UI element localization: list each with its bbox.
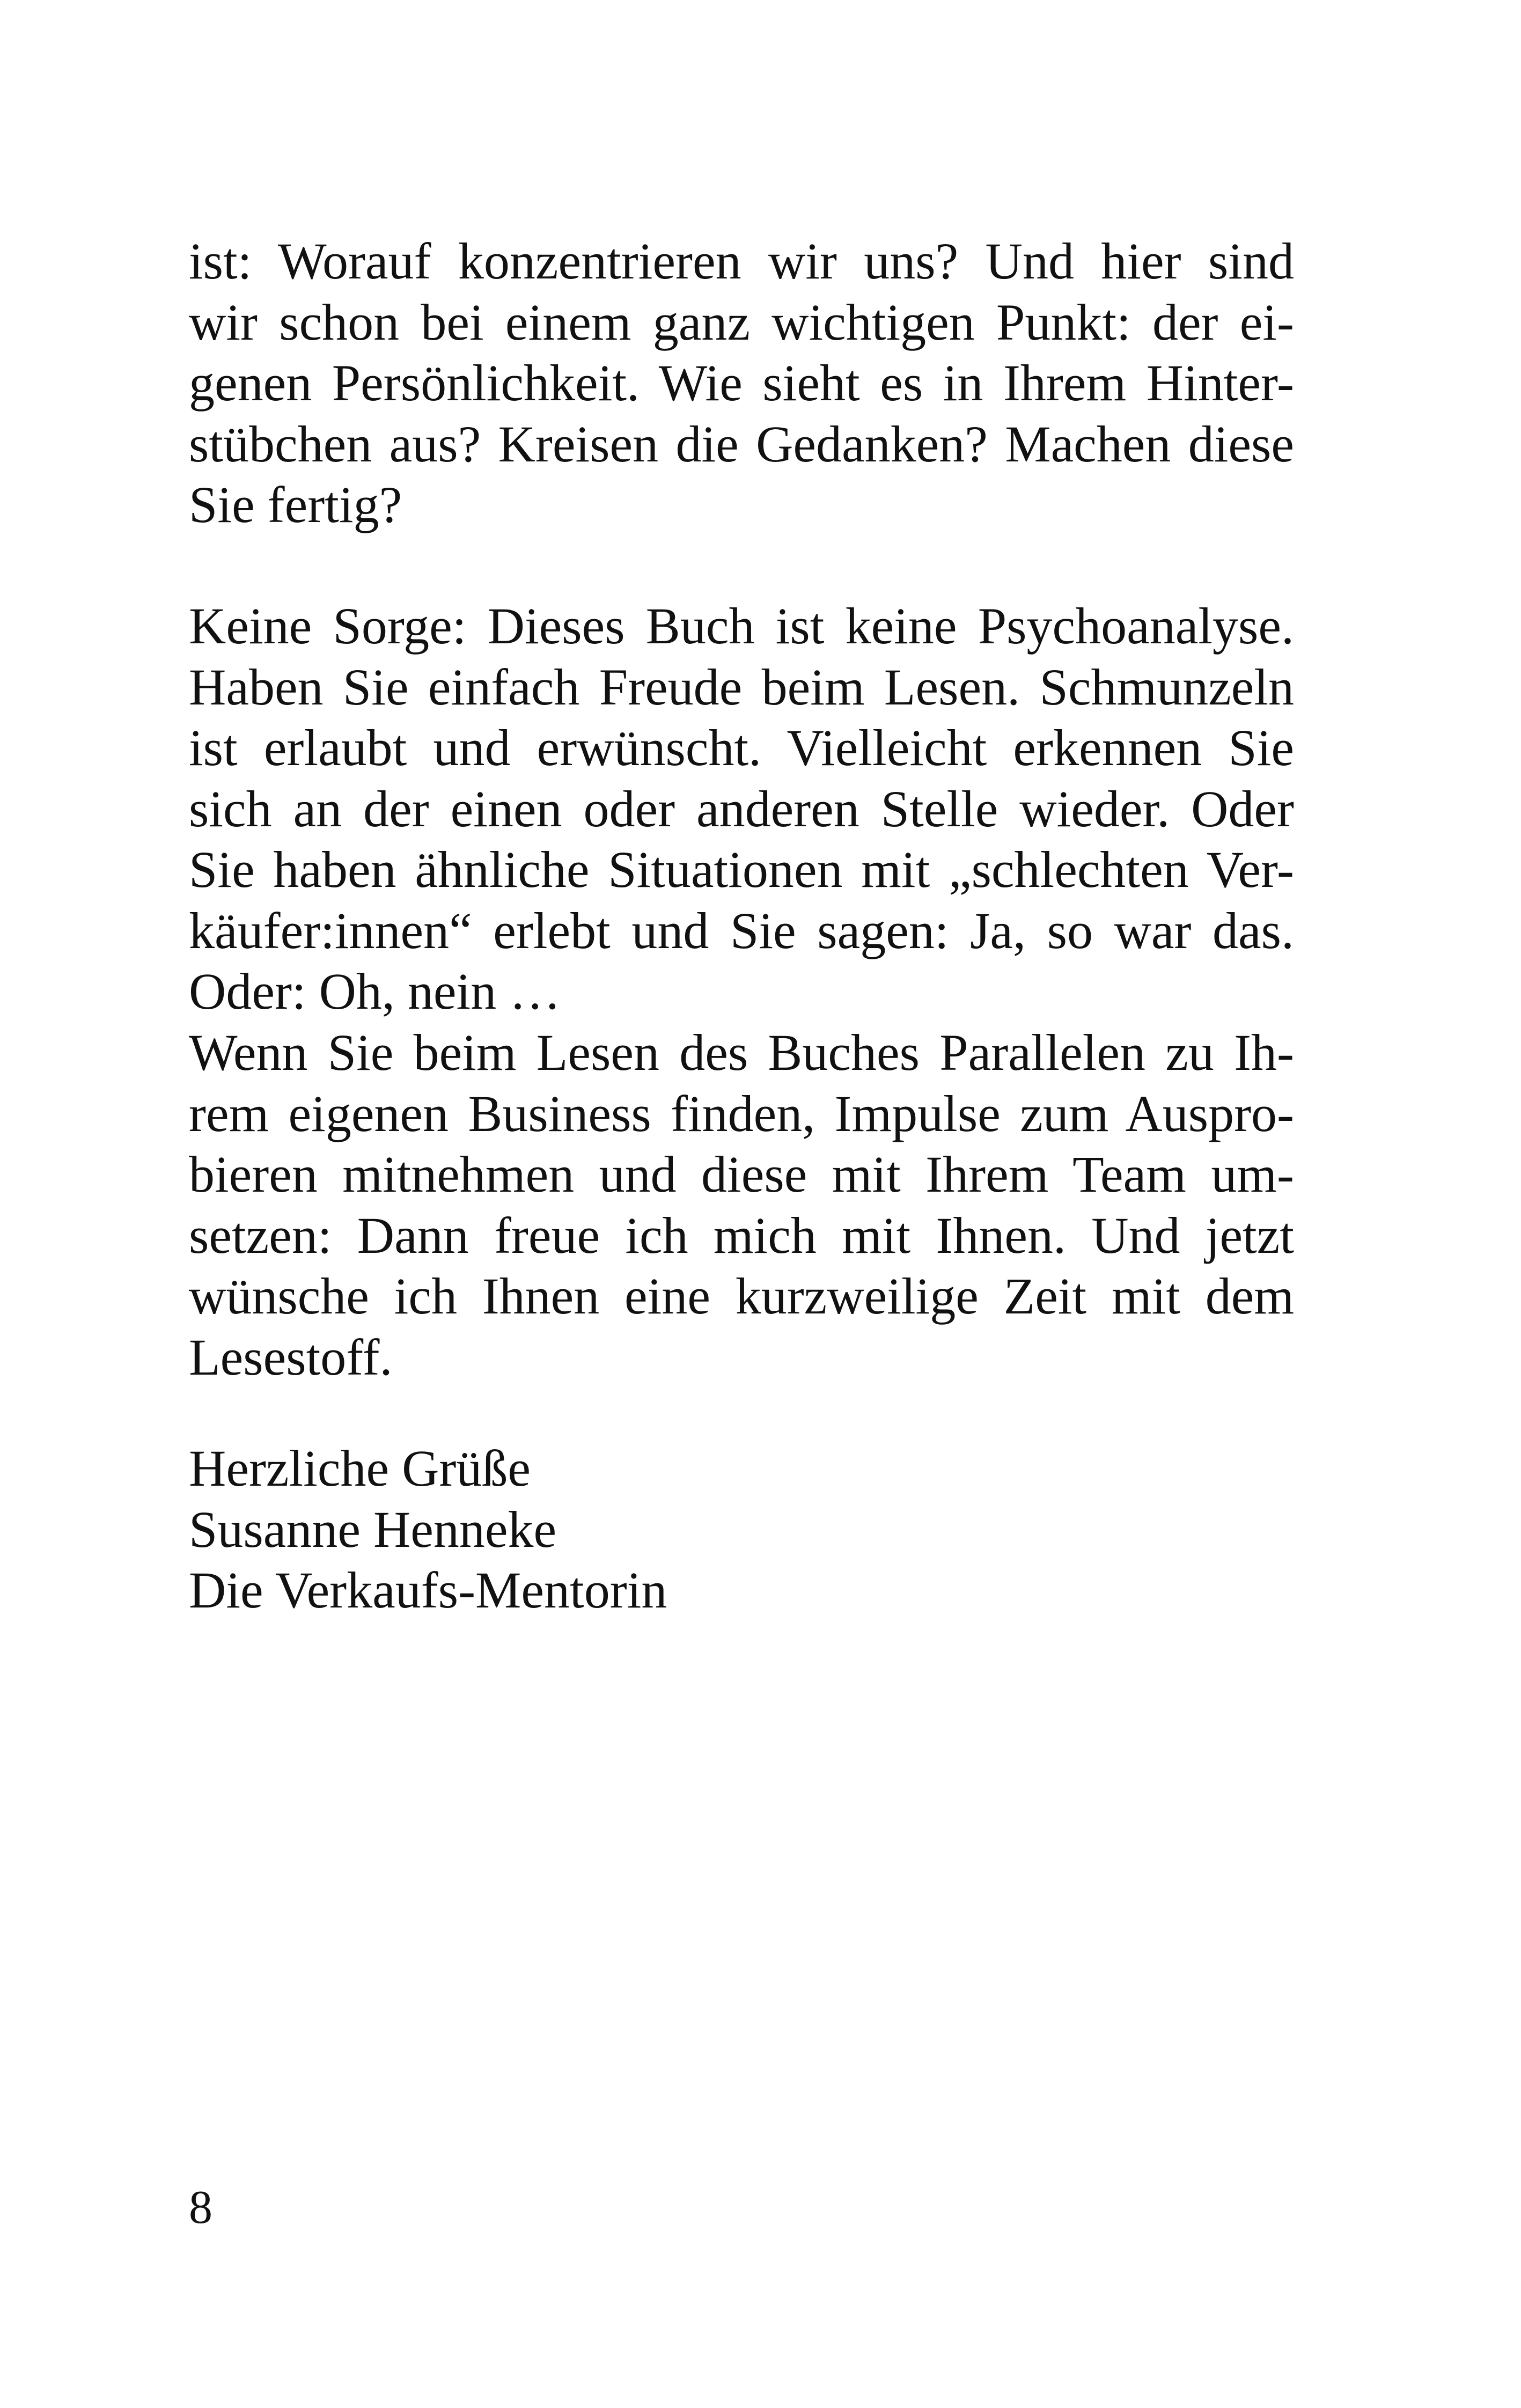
page-number: 8: [189, 2182, 212, 2234]
text-line: stübchen aus? Kreisen die Gedanken? Machen diese: [189, 415, 1294, 473]
paragraph-business-parallels: [189, 1022, 1294, 1387]
text-line: ist: Worauf konzentrieren wir uns? Und hier sind: [189, 232, 1294, 290]
paragraph-no-psychoanalysis: [189, 596, 1294, 1022]
text-line: Keine Sorge: Dieses Buch ist keine Psychoanalyse.: [189, 597, 1294, 655]
text-line: Sie fertig?: [189, 476, 402, 533]
text-line: sich an der einen oder anderen Stelle wieder. Oder: [189, 780, 1294, 838]
text-line: Sie haben ähnliche Situationen mit „schlechten Ver-: [189, 841, 1294, 898]
author-title: Die Verkaufs-Mentorin: [189, 1561, 667, 1619]
text-line: rem eigenen Business finden, Impulse zum Auspro-: [189, 1084, 1294, 1142]
text-line: wünsche ich Ihnen eine kurzweilige Zeit mit dem: [189, 1267, 1294, 1325]
signoff-greeting: Herzliche Grüße: [189, 1440, 531, 1497]
text-line: käufer:innen“ erlebt und Sie sagen: Ja, so war das.: [189, 901, 1294, 959]
text-line: setzen: Dann freue ich mich mit Ihnen. Und jetzt: [189, 1206, 1294, 1264]
text-line: Haben Sie einfach Freude beim Lesen. Schmunzeln: [189, 658, 1294, 716]
author-name: Susanne Henneke: [189, 1500, 557, 1558]
text-line: bieren mitnehmen und diese mit Ihrem Team um-: [189, 1146, 1294, 1203]
signoff: [189, 1438, 1294, 1621]
paragraph-focus-personality: [189, 231, 1294, 535]
text-line: Wenn Sie beim Lesen des Buches Parallelen zu Ih-: [189, 1024, 1294, 1081]
text-line: ist erlaubt und erwünscht. Vielleicht erkennen Sie: [189, 719, 1294, 776]
text-line: Oder: Oh, nein …: [189, 963, 561, 1020]
text-line: genen Persönlichkeit. Wie sieht es in Ihrem Hinter-: [189, 354, 1294, 412]
text-line: Lesestoff.: [189, 1328, 393, 1386]
text-line: wir schon bei einem ganz wichtigen Punkt: der ei-: [189, 293, 1294, 351]
